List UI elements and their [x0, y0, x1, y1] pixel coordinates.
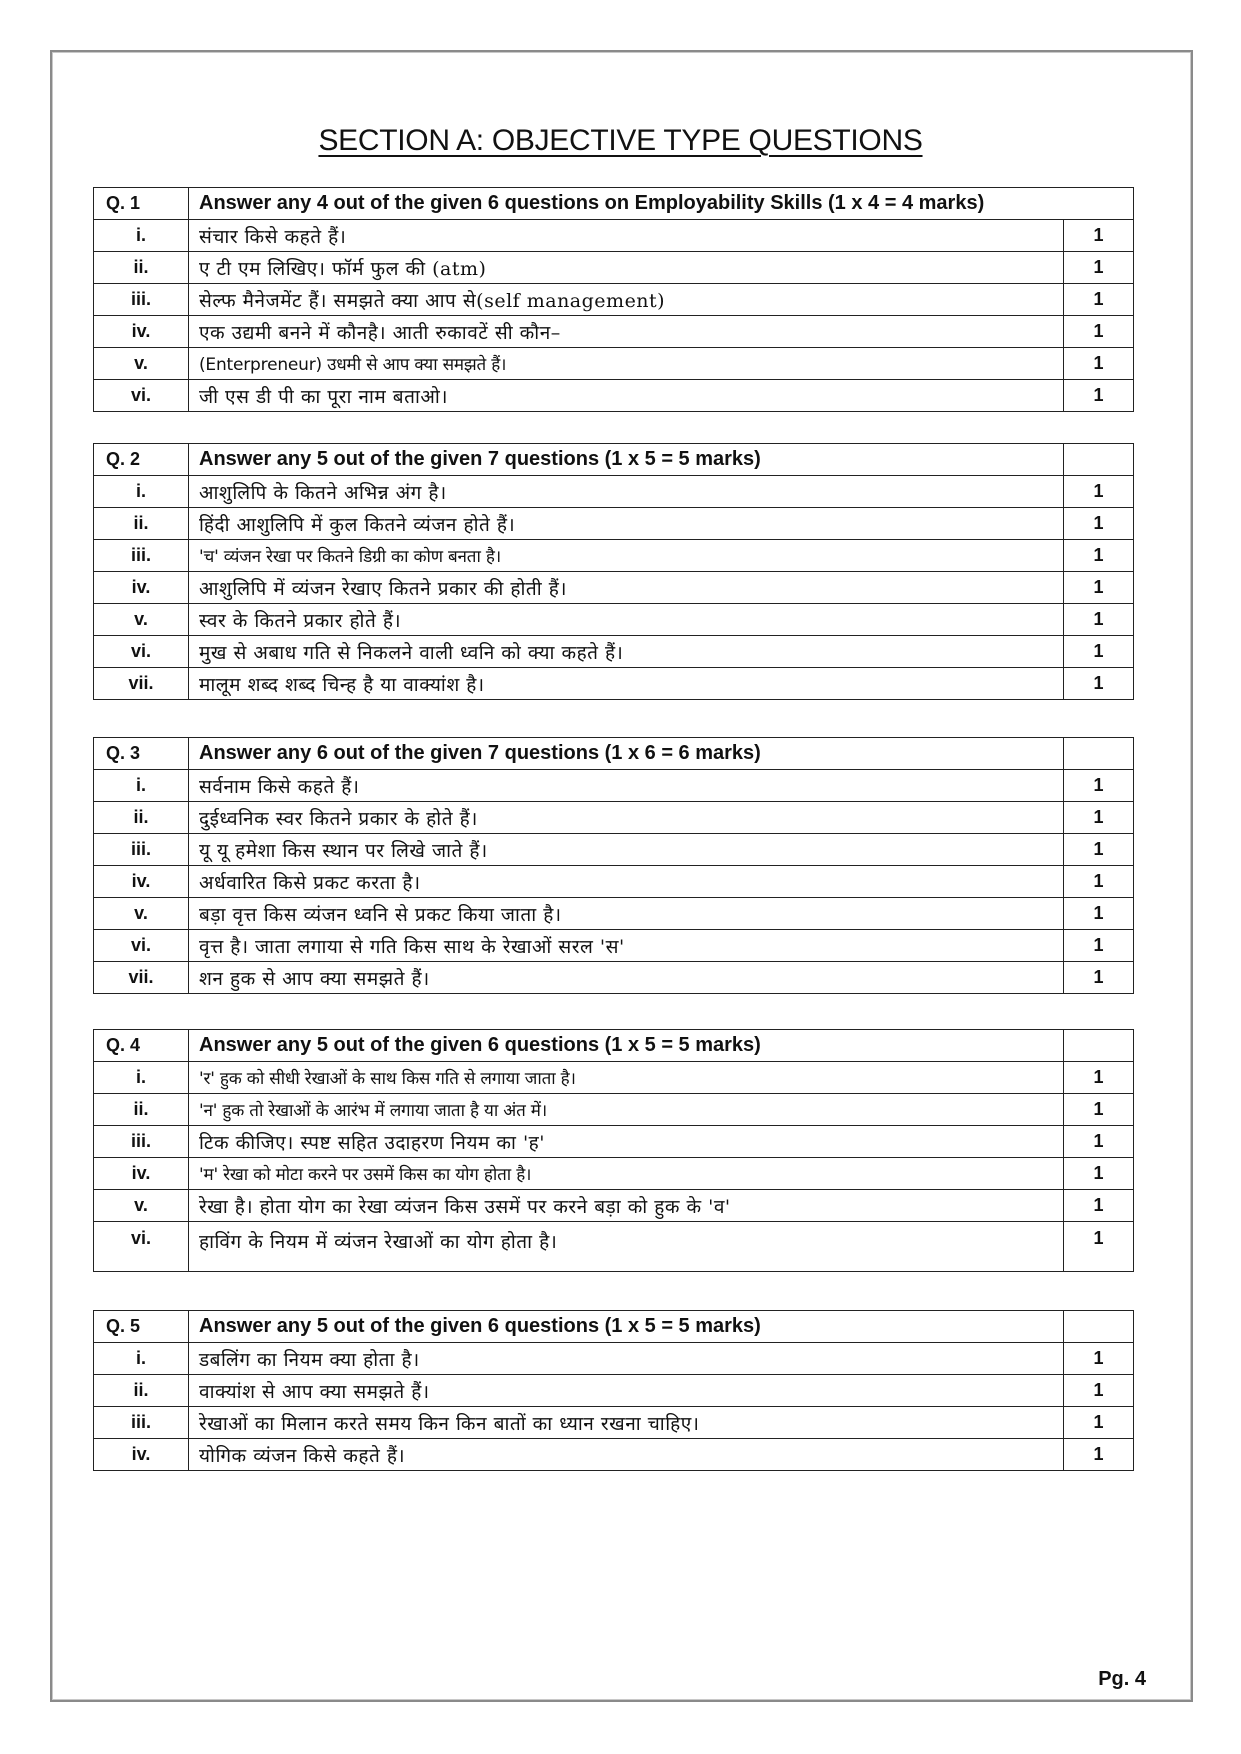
marks-cell: 1: [1064, 1158, 1134, 1190]
marks-cell: 1: [1064, 930, 1134, 962]
sub-question-text: वाक्यांश से आप क्या समझते हैं।: [189, 1375, 1064, 1407]
question-row: [94, 220, 1134, 252]
marks-cell: 1: [1064, 380, 1134, 412]
sub-question-text: एक उद्यमी बनने में कौनहै। आती रुकावटें सी कौन–: [189, 316, 1064, 348]
sub-question-number: iv.: [94, 866, 189, 898]
sub-question-number: iii.: [94, 1126, 189, 1158]
question-table-q5: [93, 1310, 1134, 1471]
question-row: [94, 348, 1134, 380]
marks-cell: 1: [1064, 284, 1134, 316]
sub-question-text: (Enterpreneur) उधमी से आप क्या समझते हैं।: [189, 348, 1064, 380]
sub-question-text: सर्वनाम किसे कहते हैं।: [189, 770, 1064, 802]
sub-question-number: v.: [94, 604, 189, 636]
sub-question-text: ए टी एम लिखिए। फॉर्म फुल की (atm): [189, 252, 1064, 284]
question-header-row: [94, 1311, 1134, 1343]
question-row: [94, 316, 1134, 348]
marks-cell: 1: [1064, 1343, 1134, 1375]
question-row: [94, 930, 1134, 962]
marks-cell: 1: [1064, 1094, 1134, 1126]
question-row: [94, 1126, 1134, 1158]
question-instructions: Answer any 5 out of the given 6 questions (1 x 5 = 5 marks): [189, 1030, 1064, 1062]
question-table-q1: [93, 187, 1134, 412]
question-row: [94, 1190, 1134, 1222]
sub-question-number: vii.: [94, 668, 189, 700]
sub-question-number: v.: [94, 348, 189, 380]
marks-cell: 1: [1064, 220, 1134, 252]
marks-cell: 1: [1064, 834, 1134, 866]
question-row: [94, 1062, 1134, 1094]
question-row: [94, 1094, 1134, 1126]
marks-cell: 1: [1064, 1190, 1134, 1222]
question-row: [94, 1222, 1134, 1272]
sub-question-number: iv.: [94, 1158, 189, 1190]
sub-question-number: i.: [94, 770, 189, 802]
question-row: [94, 1407, 1134, 1439]
sub-question-number: iv.: [94, 316, 189, 348]
question-row: [94, 636, 1134, 668]
marks-cell: 1: [1064, 604, 1134, 636]
sub-question-number: iii.: [94, 284, 189, 316]
sub-question-text: टिक कीजिए। स्पष्ट सहित उदाहरण नियम का 'ह': [189, 1126, 1064, 1158]
question-instructions: Answer any 4 out of the given 6 questions on Employability Skills (1 x 4 = 4 marks): [189, 188, 1134, 220]
question-header-row: [94, 188, 1134, 220]
sub-question-text: 'म' रेखा को मोटा करने पर उसमें किस का योग होता है।: [189, 1158, 1064, 1190]
sub-question-text: डबलिंग का नियम क्या होता है।: [189, 1343, 1064, 1375]
sub-question-text: 'र' हुक को सीधी रेखाओं के साथ किस गति से लगाया जाता है।: [189, 1062, 1064, 1094]
sub-question-text: जी एस डी पी का पूरा नाम बताओ।: [189, 380, 1064, 412]
question-row: [94, 284, 1134, 316]
question-row: [94, 604, 1134, 636]
sub-question-number: vii.: [94, 962, 189, 994]
sub-question-number: ii.: [94, 1375, 189, 1407]
question-number: Q. 4: [94, 1030, 189, 1062]
question-row: [94, 540, 1134, 572]
sub-question-number: vi.: [94, 1222, 189, 1272]
marks-cell: 1: [1064, 540, 1134, 572]
sub-question-text: वृत्त है। जाता लगाया से गति किस साथ के रेखाओं सरल 'स': [189, 930, 1064, 962]
question-header-row: [94, 738, 1134, 770]
marks-cell: 1: [1064, 252, 1134, 284]
sub-question-number: i.: [94, 1343, 189, 1375]
sub-question-number: i.: [94, 1062, 189, 1094]
marks-cell: 1: [1064, 898, 1134, 930]
sub-question-number: iii.: [94, 1407, 189, 1439]
marks-cell: 1: [1064, 476, 1134, 508]
sub-question-number: ii.: [94, 508, 189, 540]
marks-header-cell: [1064, 444, 1134, 476]
sub-question-text: रेखा है। होता योग का रेखा व्यंजन किस उसमें पर करने बड़ा को हुक के 'व': [189, 1190, 1064, 1222]
question-row: [94, 770, 1134, 802]
sub-question-text: 'च' व्यंजन रेखा पर कितने डिग्री का कोण बनता है।: [189, 540, 1064, 572]
marks-header-cell: [1064, 738, 1134, 770]
sub-question-text: योगिक व्यंजन किसे कहते हैं।: [189, 1439, 1064, 1471]
question-header-row: [94, 444, 1134, 476]
question-table-q2: [93, 443, 1134, 700]
question-table-q3: [93, 737, 1134, 994]
marks-cell: 1: [1064, 802, 1134, 834]
sub-question-text: आशुलिपि के कितने अभिन्न अंग है।: [189, 476, 1064, 508]
question-row: [94, 252, 1134, 284]
question-row: [94, 898, 1134, 930]
marks-cell: 1: [1064, 348, 1134, 380]
sub-question-text: दुईध्वनिक स्वर कितने प्रकार के होते हैं।: [189, 802, 1064, 834]
marks-cell: 1: [1064, 1222, 1134, 1272]
marks-cell: 1: [1064, 316, 1134, 348]
sub-question-text: आशुलिपि में व्यंजन रेखाए कितने प्रकार की होती हैं।: [189, 572, 1064, 604]
sub-question-number: iii.: [94, 540, 189, 572]
question-table-q4: [93, 1029, 1134, 1272]
sub-question-number: v.: [94, 898, 189, 930]
sub-question-number: ii.: [94, 1094, 189, 1126]
marks-cell: 1: [1064, 866, 1134, 898]
sub-question-text: शन हुक से आप क्या समझते हैं।: [189, 962, 1064, 994]
sub-question-number: vi.: [94, 380, 189, 412]
question-row: [94, 834, 1134, 866]
sub-question-number: iii.: [94, 834, 189, 866]
question-row: [94, 802, 1134, 834]
question-instructions: Answer any 5 out of the given 7 questions (1 x 5 = 5 marks): [189, 444, 1064, 476]
sub-question-text: अर्धवारित किसे प्रकट करता है।: [189, 866, 1064, 898]
question-row: [94, 962, 1134, 994]
question-row: [94, 1375, 1134, 1407]
sub-question-text: मालूम शब्द शब्द चिन्ह है या वाक्यांश है।: [189, 668, 1064, 700]
question-number: Q. 3: [94, 738, 189, 770]
marks-cell: 1: [1064, 668, 1134, 700]
question-header-row: [94, 1030, 1134, 1062]
sub-question-text: 'न' हुक तो रेखाओं के आरंभ में लगाया जाता है या अंत में।: [189, 1094, 1064, 1126]
sub-question-number: i.: [94, 476, 189, 508]
sub-question-text: सेल्फ मैनेजमेंट हैं। समझते क्या आप से(self management): [189, 284, 1064, 316]
sub-question-number: i.: [94, 220, 189, 252]
sub-question-number: vi.: [94, 930, 189, 962]
question-row: [94, 668, 1134, 700]
question-number: Q. 5: [94, 1311, 189, 1343]
sub-question-text: रेखाओं का मिलान करते समय किन किन बातों का ध्यान रखना चाहिए।: [189, 1407, 1064, 1439]
section-title: SECTION A: OBJECTIVE TYPE QUESTIONS: [318, 124, 923, 157]
sub-question-text: मुख से अबाध गति से निकलने वाली ध्वनि को क्या कहते हैं।: [189, 636, 1064, 668]
sub-question-text: यू यू हमेशा किस स्थान पर लिखे जाते हैं।: [189, 834, 1064, 866]
page-number: Pg. 4: [1098, 1668, 1146, 1690]
question-instructions: Answer any 6 out of the given 7 questions (1 x 6 = 6 marks): [189, 738, 1064, 770]
question-row: [94, 380, 1134, 412]
sub-question-text: स्वर के कितने प्रकार होते हैं।: [189, 604, 1064, 636]
sub-question-text: हाविंग के नियम में व्यंजन रेखाओं का योग होता है।: [189, 1222, 1064, 1272]
question-row: [94, 508, 1134, 540]
marks-header-cell: [1064, 1030, 1134, 1062]
marks-cell: 1: [1064, 770, 1134, 802]
marks-cell: 1: [1064, 1062, 1134, 1094]
question-row: [94, 1439, 1134, 1471]
marks-cell: 1: [1064, 1375, 1134, 1407]
question-row: [94, 572, 1134, 604]
question-instructions: Answer any 5 out of the given 6 questions (1 x 5 = 5 marks): [189, 1311, 1064, 1343]
sub-question-number: ii.: [94, 252, 189, 284]
sub-question-text: संचार किसे कहते हैं।: [189, 220, 1064, 252]
marks-cell: 1: [1064, 636, 1134, 668]
sub-question-text: बड़ा वृत्त किस व्यंजन ध्वनि से प्रकट किया जाता है।: [189, 898, 1064, 930]
question-row: [94, 1158, 1134, 1190]
sub-question-text: हिंदी आशुलिपि में कुल कितने व्यंजन होते हैं।: [189, 508, 1064, 540]
marks-header-cell: [1064, 1311, 1134, 1343]
sub-question-number: v.: [94, 1190, 189, 1222]
marks-cell: 1: [1064, 508, 1134, 540]
question-number: Q. 1: [94, 188, 189, 220]
marks-cell: 1: [1064, 572, 1134, 604]
question-row: [94, 476, 1134, 508]
sub-question-number: vi.: [94, 636, 189, 668]
marks-cell: 1: [1064, 1407, 1134, 1439]
marks-cell: 1: [1064, 962, 1134, 994]
question-row: [94, 1343, 1134, 1375]
question-row: [94, 866, 1134, 898]
sub-question-number: iv.: [94, 572, 189, 604]
sub-question-number: iv.: [94, 1439, 189, 1471]
marks-cell: 1: [1064, 1126, 1134, 1158]
marks-cell: 1: [1064, 1439, 1134, 1471]
question-number: Q. 2: [94, 444, 189, 476]
sub-question-number: ii.: [94, 802, 189, 834]
